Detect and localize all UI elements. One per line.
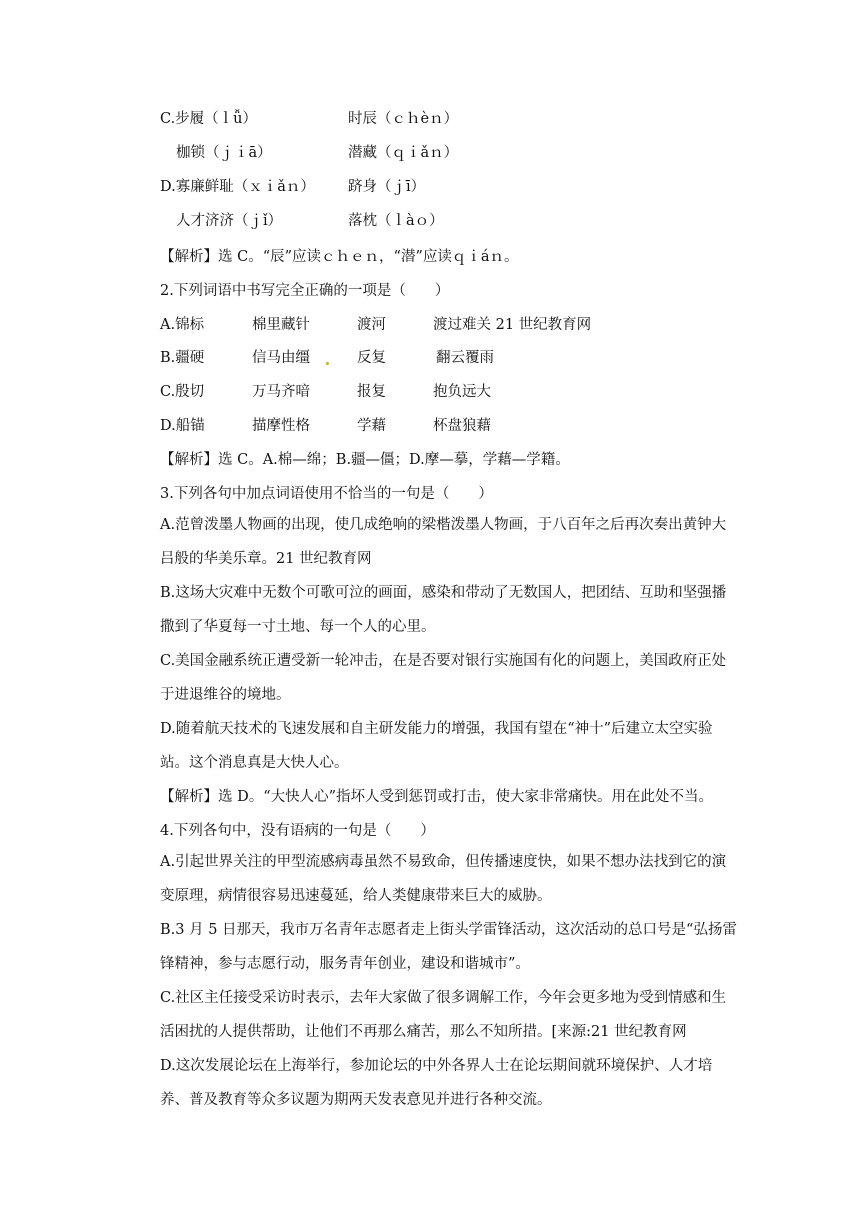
q2-row-c-col1: C.殷切 <box>160 384 205 400</box>
q2-row-a-col3: 渡河 <box>357 317 386 333</box>
q3-option-d: D.随着航天技术的飞速发展和自主研发能力的增强，我国有望在“神十”后建立太空实验站。这个消息真是大快人心。 <box>160 721 713 771</box>
q2-row-d-col1: D.船锚 <box>160 418 205 434</box>
q4-option-b: B.3 月 5 日那天，我市万名青年志愿者走上街头学雷锋活动，这次活动的总口号是“弘扬雷锋精神，参与志愿行动，服务青年创业，建设和谐城市”。 <box>160 922 737 972</box>
q2-row-a-col2: 棉里藏针 <box>252 317 310 333</box>
q2-row-b-col1: B.疆硬 <box>160 350 205 366</box>
q3-answer: 【解析】选 D。“大快人心”指坏人受到惩罚或打击，使大家非常痛快。用在此处不当。 <box>160 789 714 805</box>
q2-answer: 【解析】选 C。A.棉—绵；B.疆—僵；D.摩—摹，学藉—学籍。 <box>160 452 570 468</box>
q4-stem: 4.下列各句中，没有语病的一句是（ ） <box>160 823 435 839</box>
q4-option-c: C.社区主任接受采访时表示，去年大家做了很多调解工作，今年会更多地为受到情感和生活困扰的人提供帮助，让他们不再那么痛苦，那么不知所措。[来源:21 世纪教育网 <box>160 990 727 1040</box>
q3-option-c: C.美国金融系统正遭受新一轮冲击，在是否要对银行实施国有化的问题上，美国政府正处于进退维谷的境地。 <box>160 653 727 703</box>
q1-option-c2-left: 枷锁（ｊｉā） <box>176 145 272 161</box>
q2-row-a-col1: A.锦标 <box>160 317 205 333</box>
q3-stem: 3.下列各句中加点词语使用不恰当的一句是（ ） <box>160 486 493 502</box>
q2-row-c-col4: 抱负远大 <box>433 384 491 400</box>
q1-option-d2-right: 落枕（ｌàｏ） <box>348 213 444 229</box>
q2-row-d-col4: 杯盘狼藉 <box>433 418 491 434</box>
q2-row-b-col4: 翻云覆雨 <box>436 350 494 366</box>
q1-option-c-left: C.步履（ｌǚ） <box>160 111 258 127</box>
q1-option-d-left: D.寡廉鲜耻（ｘｉǎｎ） <box>160 179 315 195</box>
q1-option-c-right: 时辰（ｃｈèｎ） <box>348 111 459 127</box>
q1-option-c2-right: 潜藏（ｑｉǎｎ） <box>348 145 459 161</box>
q4-option-d: D.这次发展论坛在上海举行，参加论坛的中外各界人士在论坛期间就环境保护、人才培养、普及教育等众多议题为期两天发表意见并进行各种交流。 <box>160 1058 713 1108</box>
q1-option-d2-left: 人才济济（ｊǐ） <box>176 213 283 229</box>
stray-mark <box>326 362 329 365</box>
q3-option-a: A.范曾泼墨人物画的出现，使几成绝响的梁楷泼墨人物画，于八百年之后再次奏出黄钟大吕般的华美乐章。21 世纪教育网 <box>160 517 727 567</box>
q2-row-d-col3: 学藉 <box>357 418 386 434</box>
q2-row-b-col2: 信马由缰 <box>252 350 310 366</box>
q1-answer: 【解析】选 C。“辰”应读ｃｈｅｎ，“潜”应读ｑｉáｎ。 <box>160 249 519 265</box>
q1-option-d-right: 跻身（ｊī） <box>348 179 426 195</box>
q2-row-c-col3: 报复 <box>357 384 386 400</box>
q4-option-a: A.引起世界关注的甲型流感病毒虽然不易致命，但传播速度快，如果不想办法找到它的演变原理，病情很容易迅速蔓延，给人类健康带来巨大的威胁。 <box>160 854 727 904</box>
q3-option-b: B.这场大灾难中无数个可歌可泣的画面，感染和带动了无数国人，把团结、互助和坚强播撒到了华夏每一寸土地、每一个人的心里。 <box>160 585 727 635</box>
q2-row-a-col4: 渡过难关 21 世纪教育网 <box>433 317 592 333</box>
q2-row-d-col2: 描摩性格 <box>252 418 310 434</box>
q2-row-c-col2: 万马齐喑 <box>252 384 310 400</box>
q2-stem: 2.下列词语中书写完全正确的一项是（ ） <box>160 283 450 299</box>
q2-row-b-col3: 反复 <box>357 350 386 366</box>
